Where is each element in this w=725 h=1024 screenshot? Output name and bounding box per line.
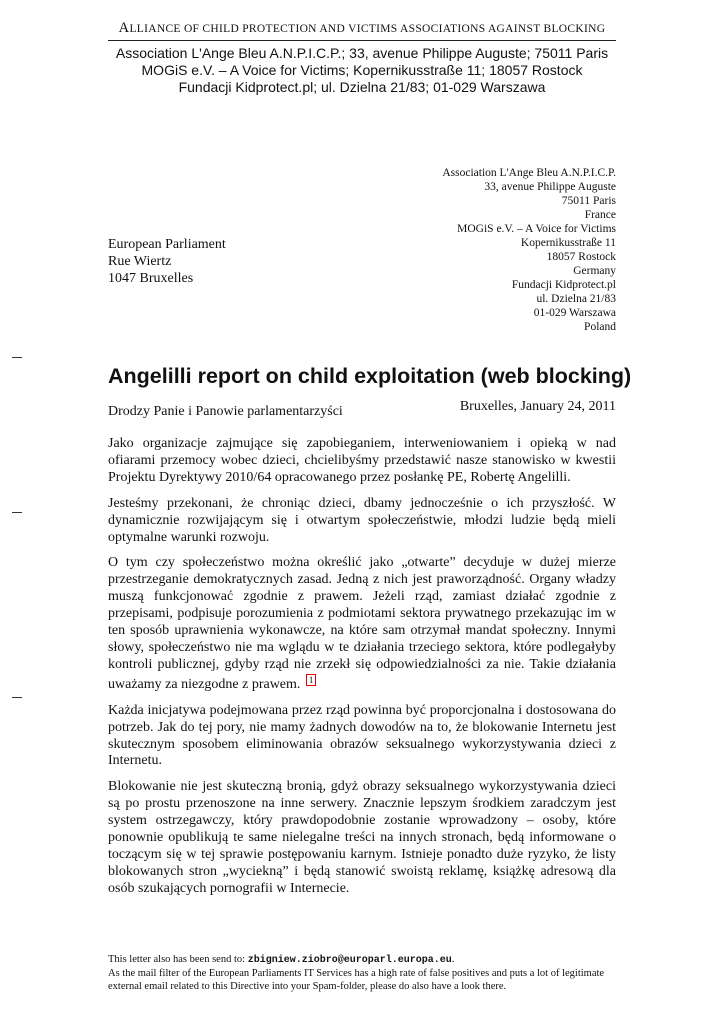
letter-date: Bruxelles, January 24, 2011 bbox=[459, 399, 616, 414]
sender-line: France bbox=[584, 209, 616, 221]
email-address: zbigniew.ziobro@europarl.europa.eu bbox=[247, 955, 452, 966]
recipient-address bbox=[108, 236, 226, 287]
body-paragraph: Jako organizacje zajmujące się zapobieganiem, interweniowaniem i opieką w nad ofiarami przemocy wobec dzieci, chcielibyśmy przedstawić nasze stanowisko w kwestii Projektu Dyrektywy 2010/64 opracowanego przez posłankę PE, Robertę Angelilli. bbox=[108, 436, 616, 485]
sender-line: 33, avenue Philippe Auguste bbox=[484, 181, 616, 193]
alliance-header bbox=[108, 20, 616, 37]
footer-line: As the mail filter of the European Parliaments IT Services has a high rate of false positives and puts a lot of legitimate external email related to this Directive into your Spam-folder, please do also have a look there. bbox=[108, 968, 605, 993]
sender-line: Germany bbox=[573, 265, 616, 277]
recipient-line: 1047 Bruxelles bbox=[108, 271, 194, 286]
fold-mark bbox=[12, 697, 22, 698]
sender-line: 01-029 Warszawa bbox=[533, 307, 616, 319]
recipient-line: European Parliament bbox=[108, 237, 226, 252]
footnote-link[interactable]: 1 bbox=[306, 674, 317, 686]
sender-line: 18057 Rostock bbox=[546, 251, 616, 263]
sender-line: ul. Dzielna 21/83 bbox=[536, 293, 616, 305]
body-paragraph: Każda inicjatywa podejmowana przez rząd powinna być proporcjonalna i dostosowana do potrzeb. Jak do tej pory, nie mamy żadnych dowodów na to, że blokowanie Internetu jest skutecznym sposobem eliminowania obrazów seksualnego wykorzystywania dzieci z Internetu. bbox=[108, 702, 616, 769]
fold-mark bbox=[12, 512, 22, 513]
body-paragraph bbox=[108, 555, 616, 693]
letterhead-line: Association L'Ange Bleu A.N.P.I.C.P.; 33, avenue Philippe Auguste; 75011 Paris bbox=[115, 45, 609, 61]
footer-prefix: This letter also has been send to: bbox=[108, 954, 248, 965]
recipient-line: Rue Wiertz bbox=[108, 254, 172, 269]
sender-line: Kopernikusstraße 11 bbox=[520, 237, 616, 249]
sender-line: Fundacji Kidprotect.pl bbox=[511, 279, 616, 291]
sender-line: Poland bbox=[584, 321, 616, 333]
letterhead-line: MOGiS e.V. – A Voice for Victims; Kopernikusstraße 11; 18057 Rostock bbox=[141, 62, 583, 78]
footer-suffix: . bbox=[451, 954, 455, 965]
header-divider bbox=[108, 40, 616, 41]
sender-line: Association L'Ange Bleu A.N.P.I.C.P. bbox=[442, 167, 616, 179]
salutation: Drodzy Panie i Panowie parlamentarzyści bbox=[108, 404, 343, 419]
alliance-word: LLIANCE bbox=[129, 23, 181, 35]
sender-address bbox=[380, 166, 616, 334]
sender-line: 75011 Paris bbox=[561, 195, 616, 207]
letter-title: Angelilli report on child exploitation (web blocking) bbox=[108, 364, 632, 388]
fold-mark bbox=[12, 357, 22, 358]
body-paragraph: Blokowanie nie jest skuteczną bronią, gdyż obrazy seksualnego wykorzystywania dzieci są po prostu przenoszone na inne serwery. Znacznie lepszym środkiem zaradczym jest system ostrzegawczy, który prawdopodobnie zostanie wprowadzony – osoby, które ponownie opublikują te same nielegalne treści na innych stronach, będą informowane o toczącym się w tej sprawie postępowaniu karnym. Istnieje ponadto duże ryzyko, że listy blokowanych stron „wyciekną” i będą stanowić swoistą reklamę, książkę adresową dla osób szukających pornografii w Internecie. bbox=[108, 779, 616, 896]
letter-body bbox=[108, 436, 616, 907]
body-paragraph: Jesteśmy przekonani, że chroniąc dzieci, dbamy jednocześnie o ich przyszłość. W dynamicznie rozwijającym się i otwartym społeczeństwie, młodzi ludzie będą mieli optymalne warunki rozwoju. bbox=[108, 495, 616, 545]
alliance-rest: OF CHILD PROTECTION AND VICTIMS ASSOCIATIONS AGAINST BLOCKING bbox=[183, 23, 606, 35]
footer-note bbox=[108, 953, 618, 994]
paragraph-text: O tym czy społeczeństwo można określić jako „otwarte” decyduje w dużej mierze przestrzeganie demokratycznych zasad. Jedną z nich jest praworządność. Organy władzy muszą funkcjonować zgodnie z prawem. Jeżeli rząd, zamiast działać zgodnie z przepisami, podpisuje porozumienia z podmiotami sektora prywatnego przekazując im w ten sposób uprawnienia wykonawcze, na które sam otrzymał mandat społeczny. Innymi słowy, społeczeństwo nie ma wglądu w te działania trzeciego sektora, które podlegałyby kontroli publicznej, gdyby rząd nie zrzekł się odpowiedzialności za nie. Takie działania uważamy za niezgodne z prawem. bbox=[108, 555, 616, 692]
footer-line bbox=[108, 953, 618, 967]
alliance-initial: A bbox=[118, 20, 130, 36]
letterhead-line: Fundacji Kidprotect.pl; ul. Dzielna 21/83; 01-029 Warszawa bbox=[178, 79, 546, 95]
sender-line: MOGiS e.V. – A Voice for Victims bbox=[457, 223, 616, 235]
